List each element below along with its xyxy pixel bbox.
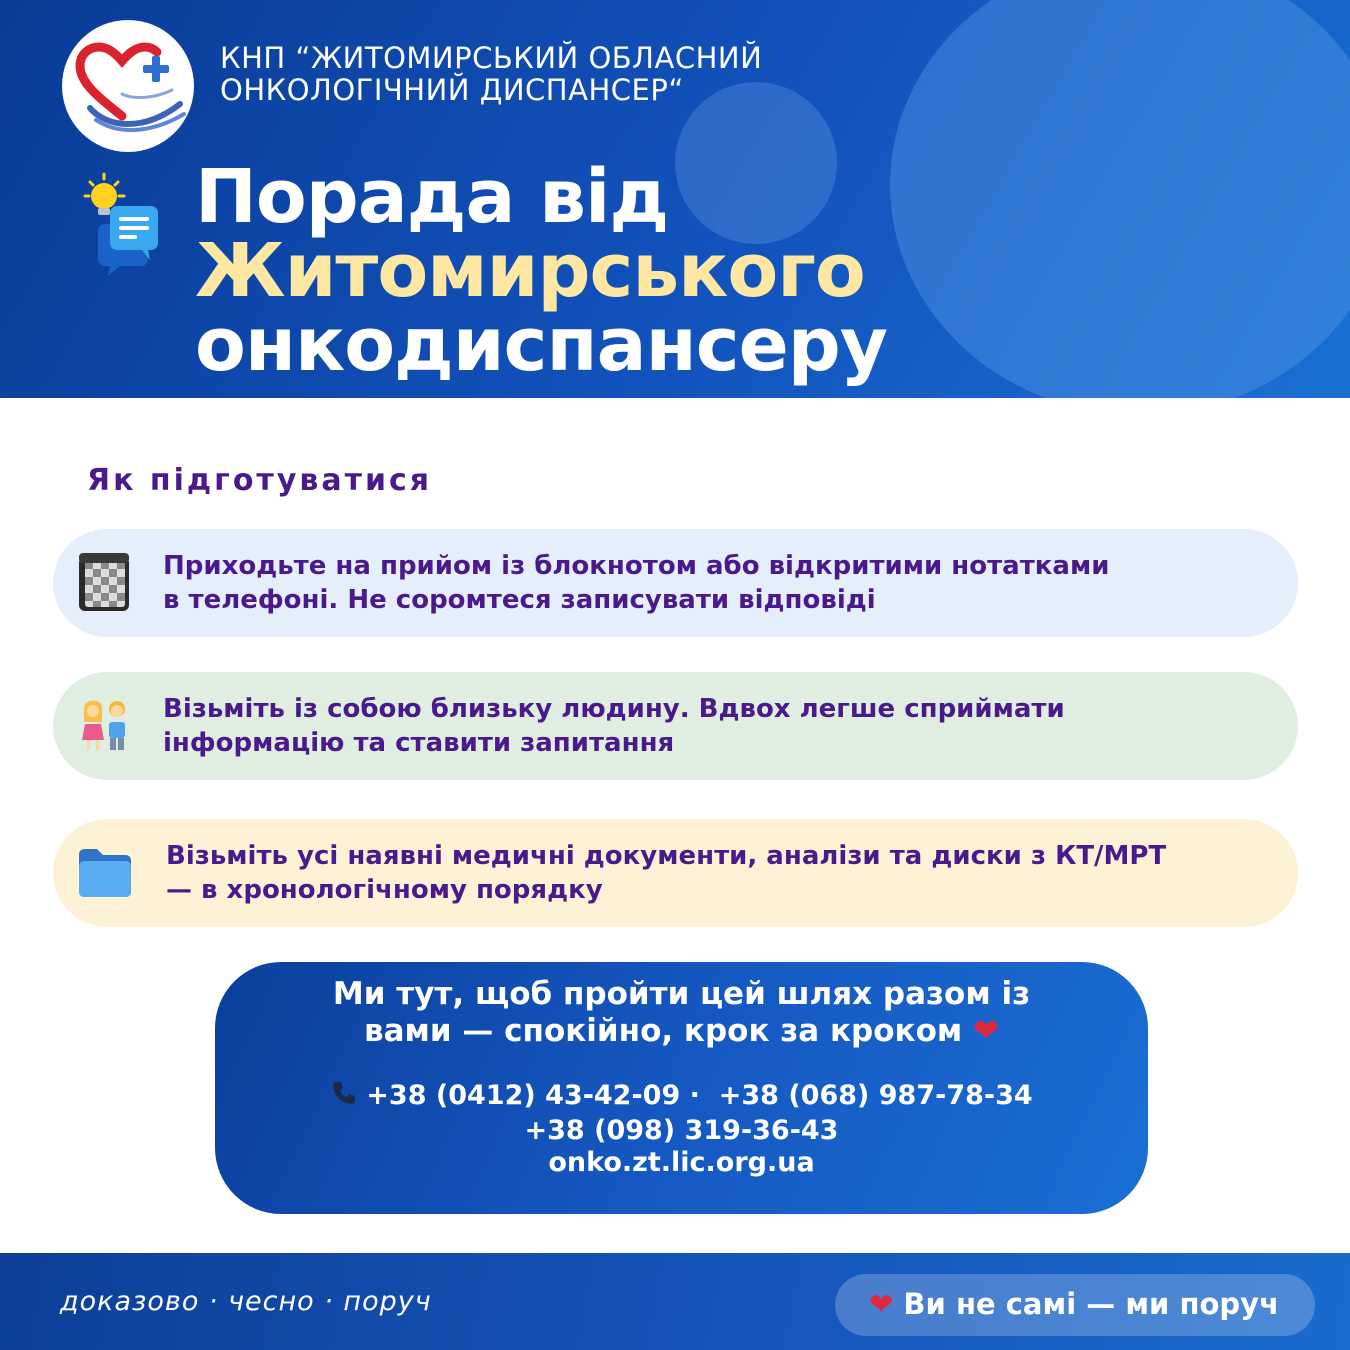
phone-number-2[interactable]: +38 (068) 987-78-34 [718, 1080, 1033, 1111]
tip-text [163, 549, 1283, 617]
tip-card-documents [53, 819, 1298, 927]
couple-icon [77, 694, 133, 756]
footer [0, 1253, 1350, 1350]
support-message-line-2-row [215, 1013, 1148, 1050]
phone-number-1[interactable]: +38 (0412) 43-42-09 · [366, 1080, 700, 1111]
contact-box [215, 962, 1148, 1214]
title-line-2: Житомирського [195, 228, 865, 314]
heart-icon: ❤ [869, 1287, 894, 1321]
phone-icon [330, 1079, 358, 1115]
organization-name-line-2: ОНКОЛОГІЧНИЙ ДИСПАНСЕР“ [220, 73, 684, 107]
support-message-line-1: Ми тут, щоб пройти цей шлях разом із [332, 976, 1031, 1012]
logo [62, 20, 194, 152]
heart-icon: ❤ [973, 1013, 999, 1049]
tip-text-line-1: Візьміть усі наявні медичні документи, аналізи та диски з КТ/МРТ [166, 841, 1167, 871]
tip-text-line-2: інформацію та ставити запитання [163, 728, 675, 758]
phones-row-1 [215, 1079, 1148, 1115]
support-message [215, 976, 1148, 1050]
heart-plus-logo-icon [62, 20, 194, 152]
decorative-circle-large [890, 0, 1350, 398]
lightbulb-chat-icon [80, 172, 162, 280]
tip-text-line-1: Візьміть із собою близьку людину. Вдвох легше сприймати [163, 694, 1065, 724]
section-heading: Як підготуватися [87, 463, 433, 498]
footer-slogan: доказово · чесно · поруч [60, 1286, 432, 1317]
tip-text-line-1: Приходьте на прийом із блокнотом або відкритими нотатками [163, 551, 1110, 581]
tip-text [163, 692, 1283, 760]
organization-name [220, 42, 762, 106]
tip-text-line-2: в телефоні. Не соромтеся записувати відповіді [163, 585, 876, 615]
tip-card-companion [53, 672, 1298, 780]
title-line-3: онкодиспансеру [195, 302, 887, 388]
support-badge-content [869, 1287, 1279, 1321]
page-title [195, 154, 887, 388]
tip-card-notebook [53, 529, 1298, 637]
support-badge-label: Ви не самі — ми поруч [903, 1287, 1279, 1321]
folder-icon [77, 841, 133, 903]
notebook-icon [77, 551, 133, 613]
header-banner [0, 0, 1350, 398]
organization-name-line-1: КНП “ЖИТОМИРСЬКИЙ ОБЛАСНИЙ [220, 41, 763, 75]
support-message-line-2: вами — спокійно, крок за кроком [363, 1013, 963, 1049]
tip-text [166, 839, 1286, 907]
tip-text-line-2: — в хронологічному порядку [166, 875, 603, 905]
phone-number-3[interactable]: +38 (098) 319-36-43 [524, 1115, 839, 1146]
title-line-1: Порада від [195, 154, 669, 240]
contact-details [215, 1079, 1148, 1179]
support-badge [835, 1274, 1315, 1336]
website-link[interactable]: onko.zt.lic.org.ua [548, 1147, 815, 1178]
